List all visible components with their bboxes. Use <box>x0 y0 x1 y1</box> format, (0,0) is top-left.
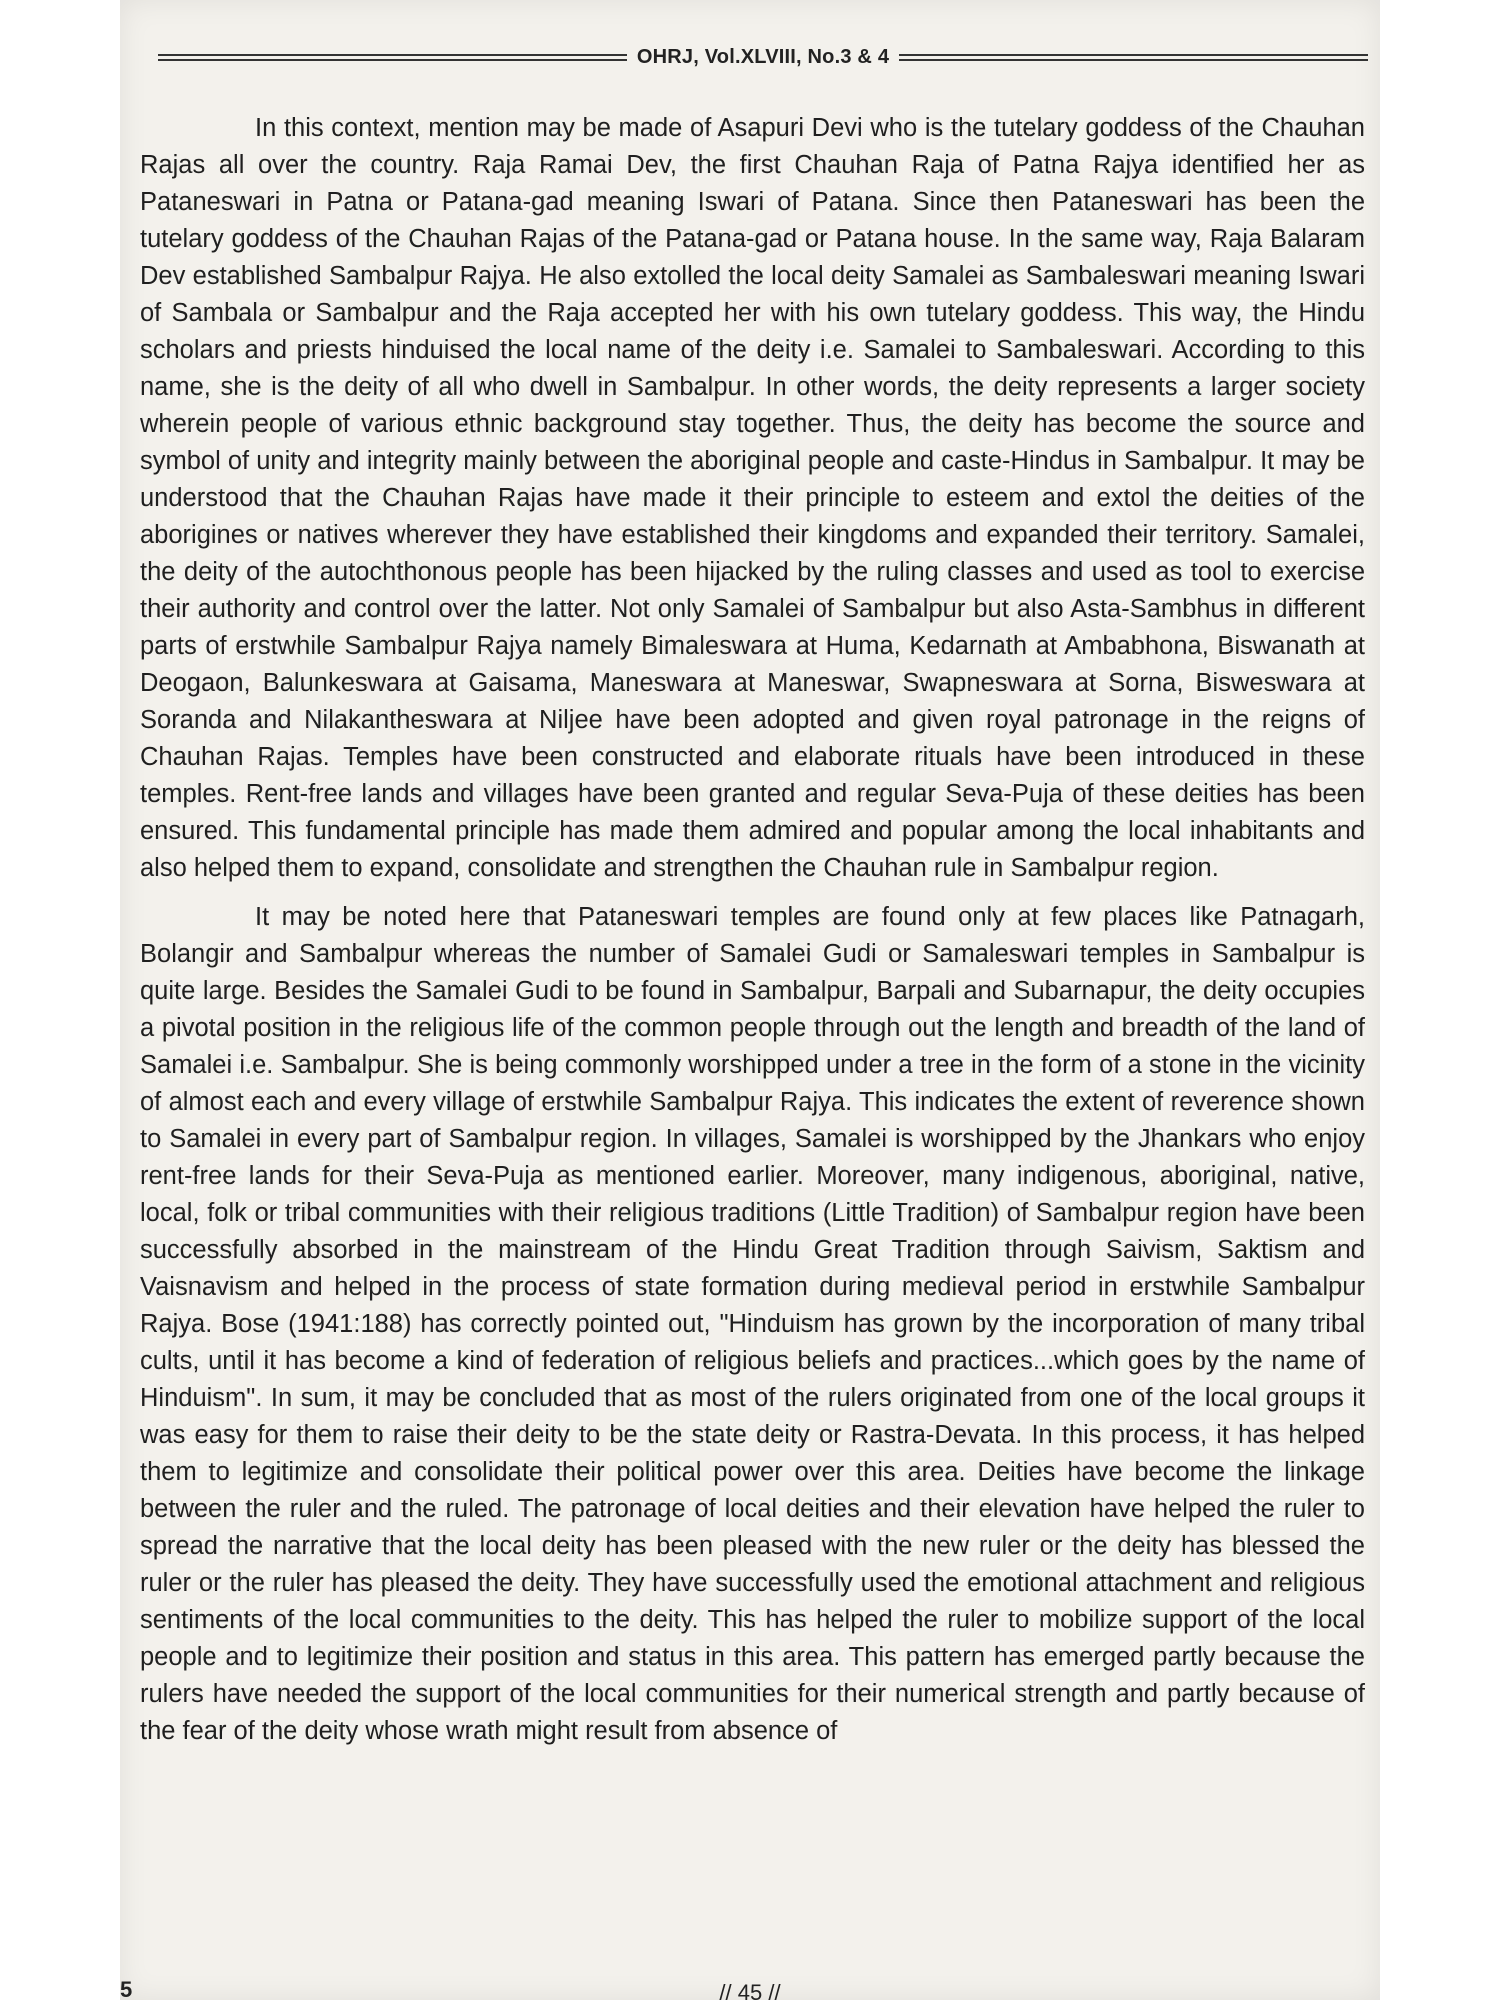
paragraph: It may be noted here that Pataneswari temples are found only at few places like Patnagarh, Bolangir and Sambalpur whereas the number of Samalei Gudi or Samaleswari temples in Sambalpur is quite large. Besides the Samalei Gudi to be found in Sambalpur, Barpali and Subarnapur, the deity occupies a pivotal position in the religious life of the common people through out the length and breadth of the land of Samalei i.e. Sambalpur. She is being commonly worshipped under a tree in the form of a stone in the vicinity of almost each and every village of erstwhile Sambalpur Rajya. This indicates the extent of reverence shown to Samalei in every part of Sambalpur region. In villages, Samalei is worshipped by the Jhankars who enjoy rent-free lands for their Seva-Puja as mentioned earlier. Moreover, many indigenous, aboriginal, native, local, folk or tribal communities with their religious traditions (Little Tradition) of Sambalpur region have been successfully absorbed in the mainstream of the Hindu Great Tradition through Saivism, Saktism and Vaisnavism and helped in the process of state formation during medieval period in erstwhile Sambalpur Rajya. Bose (1941:188) has correctly pointed out, "Hinduism has grown by the incorporation of many tribal cults, until it has become a kind of federation of religious beliefs and practices...which goes by the name of Hinduism". In sum, it may be concluded that as most of the rulers originated from one of the local groups it was easy for them to raise their deity to be the state deity or Rastra-Devata. In this process, it has helped them to legitimize and consolidate their political power over this area. Deities have become the linkage between the ruler and the ruled. The patronage of local deities and their elevation have helped the ruler to spread the narrative that the local deity has been pleased with the new ruler or the deity has blessed the ruler or the ruler has pleased the deity. They have successfully used the emotional attachment and religious sentiments of the local communities to the deity. This has helped the ruler to mobilize support of the local people and to legitimize their position and status in this area. This pattern has emerged partly because the rulers have needed the support of the local communities for their numerical strength and partly because of the fear of the deity whose wrath might result from absence of <box>140 903 1365 1745</box>
body-text <box>140 110 1365 1750</box>
header-rule-right <box>899 54 1368 61</box>
folio-mark: 5 <box>120 1977 133 2002</box>
header-rule-left <box>158 54 627 61</box>
paragraph: In this context, mention may be made of Asapuri Devi who is the tutelary goddess of the Chauhan Rajas all over the country. Raja Ramai Dev, the first Chauhan Raja of Patna Rajya identified her as Pataneswari in Patna or Patana-gad meaning Iswari of Patana. Since then Pataneswari has been the tutelary goddess of the Chauhan Rajas of the Patana-gad or Patana house. In the same way, Raja Balaram Dev established Sambalpur Rajya. He also extolled the local deity Samalei as Sambaleswari meaning Iswari of Sambala or Sambalpur and the Raja accepted her with his own tutelary goddess. This way, the Hindu scholars and priests hinduised the local name of the deity i.e. Samalei to Sambaleswari. According to this name, she is the deity of all who dwell in Sambalpur. In other words, the deity represents a larger society wherein people of various ethnic background stay together. Thus, the deity has become the source and symbol of unity and integrity mainly between the aboriginal people and caste-Hindus in Sambalpur. It may be understood that the Chauhan Rajas have made it their principle to esteem and extol the deities of the aborigines or natives wherever they have established their kingdoms and expanded their territory. Samalei, the deity of the autochthonous people has been hijacked by the ruling classes and used as tool to exercise their authority and control over the latter. Not only Samalei of Sambalpur but also Asta-Sambhus in different parts of erstwhile Sambalpur Rajya namely Bimaleswara at Huma, Kedarnath at Ambabhona, Biswanath at Deogaon, Balunkeswara at Gaisama, Maneswara at Maneswar, Swapneswara at Sorna, Bisweswara at Soranda and Nilakantheswara at Niljee have been adopted and given royal patronage in the reigns of Chauhan Rajas. Temples have been constructed and elaborate rituals have been introduced in these temples. Rent-free lands and villages have been granted and regular Seva-Puja of these deities has been ensured. This fundamental principle has made them admired and popular among the local inhabitants and also helped them to expand, consolidate and strengthen the Chauhan rule in Sambalpur region. <box>140 114 1365 882</box>
document-page <box>120 0 1380 2005</box>
page-number: // 45 // <box>719 1980 781 2005</box>
running-header <box>158 42 1368 72</box>
journal-title: OHRJ, Vol.XLVIII, No.3 & 4 <box>636 45 890 68</box>
